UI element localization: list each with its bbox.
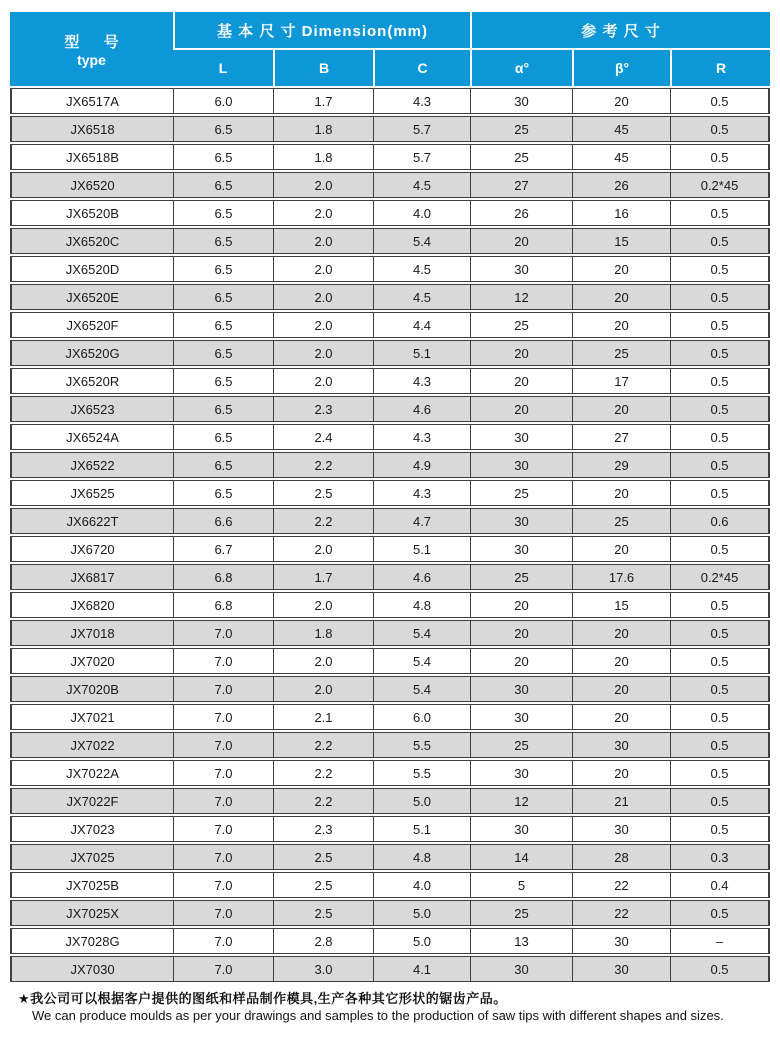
value-cell-c: 4.6 — [373, 564, 470, 590]
value-cell-b: 2.1 — [273, 704, 373, 730]
value-cell-b: 1.7 — [273, 88, 373, 114]
table-row — [10, 704, 770, 730]
value-cell-alpha: 30 — [470, 256, 572, 282]
value-cell-b: 2.0 — [273, 284, 373, 310]
model-cell: JX6523 — [10, 396, 173, 422]
value-cell-l: 6.8 — [173, 592, 273, 618]
value-cell-beta: 30 — [572, 928, 670, 954]
value-cell-beta: 45 — [572, 144, 670, 170]
value-cell-alpha: 14 — [470, 844, 572, 870]
table-row — [10, 424, 770, 450]
value-cell-r: 0.5 — [670, 620, 770, 646]
value-cell-c: 5.4 — [373, 228, 470, 254]
value-cell-c: 5.5 — [373, 760, 470, 786]
model-cell: JX6520 — [10, 172, 173, 198]
value-cell-beta: 17 — [572, 368, 670, 394]
value-cell-alpha: 30 — [470, 536, 572, 562]
col-header-l: L — [173, 50, 273, 86]
value-cell-l: 6.5 — [173, 200, 273, 226]
value-cell-r: 0.5 — [670, 704, 770, 730]
value-cell-r: 0.4 — [670, 872, 770, 898]
table-row — [10, 200, 770, 226]
value-cell-b: 2.0 — [273, 228, 373, 254]
value-cell-c: 5.1 — [373, 816, 470, 842]
value-cell-alpha: 12 — [470, 284, 572, 310]
col-header-r: R — [670, 50, 770, 86]
value-cell-beta: 29 — [572, 452, 670, 478]
value-cell-beta: 22 — [572, 900, 670, 926]
value-cell-l: 6.5 — [173, 144, 273, 170]
table-row — [10, 648, 770, 674]
value-cell-b: 1.8 — [273, 116, 373, 142]
value-cell-c: 5.4 — [373, 676, 470, 702]
table-row — [10, 284, 770, 310]
value-cell-beta: 27 — [572, 424, 670, 450]
table-row — [10, 228, 770, 254]
value-cell-r: 0.5 — [670, 368, 770, 394]
footer-note — [18, 988, 768, 1023]
value-cell-b: 2.3 — [273, 816, 373, 842]
value-cell-r: 0.5 — [670, 452, 770, 478]
value-cell-c: 5.4 — [373, 620, 470, 646]
value-cell-b: 2.3 — [273, 396, 373, 422]
value-cell-c: 5.0 — [373, 900, 470, 926]
type-label-en: type — [77, 51, 106, 68]
type-label-cn: 型 号 — [64, 33, 129, 51]
value-cell-alpha: 20 — [470, 620, 572, 646]
value-cell-c: 4.8 — [373, 844, 470, 870]
value-cell-b: 2.2 — [273, 732, 373, 758]
value-cell-c: 5.0 — [373, 788, 470, 814]
model-cell: JX6520R — [10, 368, 173, 394]
value-cell-l: 7.0 — [173, 872, 273, 898]
value-cell-beta: 28 — [572, 844, 670, 870]
value-cell-l: 6.5 — [173, 256, 273, 282]
model-cell: JX7025B — [10, 872, 173, 898]
model-cell: JX6520D — [10, 256, 173, 282]
value-cell-b: 2.0 — [273, 676, 373, 702]
value-cell-beta: 21 — [572, 788, 670, 814]
value-cell-b: 2.0 — [273, 536, 373, 562]
table-row — [10, 844, 770, 870]
table-row — [10, 900, 770, 926]
value-cell-beta: 20 — [572, 648, 670, 674]
value-cell-b: 2.0 — [273, 368, 373, 394]
table-row — [10, 368, 770, 394]
value-cell-alpha: 20 — [470, 340, 572, 366]
value-cell-beta: 25 — [572, 508, 670, 534]
model-cell: JX6622T — [10, 508, 173, 534]
model-cell: JX6517A — [10, 88, 173, 114]
col-header-beta: β° — [572, 50, 670, 86]
value-cell-alpha: 25 — [470, 732, 572, 758]
table-row — [10, 340, 770, 366]
value-cell-beta: 20 — [572, 676, 670, 702]
value-cell-b: 2.5 — [273, 844, 373, 870]
value-cell-beta: 45 — [572, 116, 670, 142]
model-cell: JX6520C — [10, 228, 173, 254]
footer-note-en: We can produce moulds as per your drawings and samples to the production of saw tips with different shapes and sizes. — [32, 1008, 724, 1023]
model-cell: JX7022A — [10, 760, 173, 786]
value-cell-r: 0.2*45 — [670, 564, 770, 590]
value-cell-r: 0.5 — [670, 396, 770, 422]
col-header-type — [10, 12, 173, 86]
value-cell-b: 1.8 — [273, 144, 373, 170]
value-cell-c: 4.5 — [373, 284, 470, 310]
value-cell-r: 0.5 — [670, 592, 770, 618]
col-header-b: B — [273, 50, 373, 86]
model-cell: JX7022F — [10, 788, 173, 814]
value-cell-l: 7.0 — [173, 844, 273, 870]
value-cell-l: 7.0 — [173, 788, 273, 814]
value-cell-c: 4.9 — [373, 452, 470, 478]
table-row — [10, 956, 770, 982]
model-cell: JX6525 — [10, 480, 173, 506]
value-cell-b: 2.0 — [273, 648, 373, 674]
value-cell-b: 2.0 — [273, 592, 373, 618]
value-cell-c: 4.5 — [373, 256, 470, 282]
model-cell: JX7023 — [10, 816, 173, 842]
table-row — [10, 928, 770, 954]
model-cell: JX7025 — [10, 844, 173, 870]
table-row — [10, 564, 770, 590]
value-cell-l: 7.0 — [173, 676, 273, 702]
value-cell-c: 5.7 — [373, 116, 470, 142]
value-cell-b: 2.5 — [273, 900, 373, 926]
model-cell: JX7025X — [10, 900, 173, 926]
value-cell-r: 0.2*45 — [670, 172, 770, 198]
value-cell-c: 4.0 — [373, 200, 470, 226]
value-cell-l: 6.7 — [173, 536, 273, 562]
value-cell-r: 0.3 — [670, 844, 770, 870]
model-cell: JX6520G — [10, 340, 173, 366]
value-cell-alpha: 30 — [470, 452, 572, 478]
table-row — [10, 760, 770, 786]
value-cell-b: 2.0 — [273, 312, 373, 338]
model-cell: JX7022 — [10, 732, 173, 758]
model-cell: JX7018 — [10, 620, 173, 646]
table-header — [10, 12, 770, 86]
model-cell: JX7028G — [10, 928, 173, 954]
value-cell-b: 2.0 — [273, 172, 373, 198]
value-cell-beta: 20 — [572, 256, 670, 282]
value-cell-alpha: 13 — [470, 928, 572, 954]
value-cell-alpha: 26 — [470, 200, 572, 226]
table-row — [10, 508, 770, 534]
value-cell-r: 0.5 — [670, 676, 770, 702]
value-cell-r: – — [670, 928, 770, 954]
value-cell-r: 0.5 — [670, 424, 770, 450]
model-cell: JX6518 — [10, 116, 173, 142]
value-cell-l: 7.0 — [173, 732, 273, 758]
value-cell-alpha: 20 — [470, 396, 572, 422]
value-cell-r: 0.5 — [670, 788, 770, 814]
value-cell-c: 4.7 — [373, 508, 470, 534]
value-cell-r: 0.5 — [670, 256, 770, 282]
model-cell: JX6520F — [10, 312, 173, 338]
table-row — [10, 312, 770, 338]
value-cell-l: 6.5 — [173, 284, 273, 310]
value-cell-b: 2.8 — [273, 928, 373, 954]
value-cell-l: 6.5 — [173, 312, 273, 338]
value-cell-l: 6.5 — [173, 340, 273, 366]
value-cell-l: 6.5 — [173, 480, 273, 506]
value-cell-c: 4.3 — [373, 480, 470, 506]
value-cell-c: 5.1 — [373, 536, 470, 562]
table-row — [10, 732, 770, 758]
table-row — [10, 480, 770, 506]
table-row — [10, 676, 770, 702]
value-cell-c: 4.1 — [373, 956, 470, 982]
value-cell-alpha: 30 — [470, 956, 572, 982]
value-cell-beta: 22 — [572, 872, 670, 898]
value-cell-b: 3.0 — [273, 956, 373, 982]
value-cell-beta: 25 — [572, 340, 670, 366]
value-cell-l: 6.0 — [173, 88, 273, 114]
value-cell-alpha: 30 — [470, 88, 572, 114]
col-header-alpha: α° — [470, 50, 572, 86]
value-cell-beta: 17.6 — [572, 564, 670, 590]
value-cell-l: 7.0 — [173, 928, 273, 954]
value-cell-b: 2.0 — [273, 340, 373, 366]
value-cell-c: 4.3 — [373, 88, 470, 114]
value-cell-r: 0.5 — [670, 228, 770, 254]
value-cell-r: 0.5 — [670, 200, 770, 226]
value-cell-beta: 30 — [572, 956, 670, 982]
value-cell-beta: 20 — [572, 620, 670, 646]
value-cell-c: 4.5 — [373, 172, 470, 198]
value-cell-c: 5.0 — [373, 928, 470, 954]
table-row — [10, 452, 770, 478]
value-cell-beta: 30 — [572, 732, 670, 758]
value-cell-c: 5.5 — [373, 732, 470, 758]
value-cell-l: 7.0 — [173, 648, 273, 674]
value-cell-r: 0.5 — [670, 816, 770, 842]
value-cell-l: 7.0 — [173, 900, 273, 926]
value-cell-r: 0.5 — [670, 732, 770, 758]
table-row — [10, 88, 770, 114]
value-cell-c: 4.3 — [373, 368, 470, 394]
value-cell-l: 6.8 — [173, 564, 273, 590]
value-cell-l: 7.0 — [173, 620, 273, 646]
model-cell: JX6720 — [10, 536, 173, 562]
value-cell-alpha: 30 — [470, 816, 572, 842]
value-cell-r: 0.5 — [670, 648, 770, 674]
value-cell-beta: 15 — [572, 228, 670, 254]
value-cell-c: 4.3 — [373, 424, 470, 450]
value-cell-alpha: 20 — [470, 592, 572, 618]
value-cell-l: 7.0 — [173, 760, 273, 786]
value-cell-r: 0.6 — [670, 508, 770, 534]
footer-note-cn: ★我公司可以根据客户提供的图纸和样品制作模具,生产各种其它形状的锯齿产品。 — [18, 991, 507, 1006]
group-header-reference: 参 考 尺 寸 — [470, 12, 770, 48]
value-cell-l: 6.5 — [173, 228, 273, 254]
value-cell-b: 1.7 — [273, 564, 373, 590]
model-cell: JX6520B — [10, 200, 173, 226]
value-cell-alpha: 30 — [470, 760, 572, 786]
model-cell: JX6817 — [10, 564, 173, 590]
table-body — [10, 88, 770, 982]
value-cell-b: 2.5 — [273, 872, 373, 898]
value-cell-l: 6.5 — [173, 452, 273, 478]
value-cell-l: 6.6 — [173, 508, 273, 534]
model-cell: JX6524A — [10, 424, 173, 450]
value-cell-r: 0.5 — [670, 900, 770, 926]
group-header-dimension: 基 本 尺 寸 Dimension(mm) — [173, 12, 470, 48]
value-cell-b: 2.2 — [273, 760, 373, 786]
value-cell-c: 4.0 — [373, 872, 470, 898]
value-cell-l: 7.0 — [173, 816, 273, 842]
table-row — [10, 872, 770, 898]
table-row — [10, 144, 770, 170]
value-cell-c: 4.8 — [373, 592, 470, 618]
value-cell-b: 1.8 — [273, 620, 373, 646]
table-row — [10, 256, 770, 282]
value-cell-r: 0.5 — [670, 312, 770, 338]
value-cell-b: 2.2 — [273, 508, 373, 534]
value-cell-beta: 20 — [572, 704, 670, 730]
value-cell-alpha: 5 — [470, 872, 572, 898]
value-cell-alpha: 25 — [470, 480, 572, 506]
value-cell-b: 2.0 — [273, 256, 373, 282]
value-cell-alpha: 20 — [470, 368, 572, 394]
value-cell-beta: 20 — [572, 284, 670, 310]
model-cell: JX7020B — [10, 676, 173, 702]
table-row — [10, 816, 770, 842]
table-row — [10, 172, 770, 198]
value-cell-r: 0.5 — [670, 284, 770, 310]
value-cell-r: 0.5 — [670, 340, 770, 366]
value-cell-c: 5.1 — [373, 340, 470, 366]
value-cell-r: 0.5 — [670, 480, 770, 506]
model-cell: JX6522 — [10, 452, 173, 478]
value-cell-alpha: 30 — [470, 508, 572, 534]
saw-tip-spec-table — [10, 10, 770, 984]
value-cell-c: 4.4 — [373, 312, 470, 338]
spec-table-wrap — [10, 10, 770, 984]
value-cell-c: 4.6 — [373, 396, 470, 422]
value-cell-alpha: 30 — [470, 676, 572, 702]
value-cell-alpha: 27 — [470, 172, 572, 198]
value-cell-c: 5.7 — [373, 144, 470, 170]
value-cell-l: 6.5 — [173, 424, 273, 450]
value-cell-alpha: 25 — [470, 116, 572, 142]
table-row — [10, 536, 770, 562]
value-cell-alpha: 25 — [470, 564, 572, 590]
value-cell-c: 5.4 — [373, 648, 470, 674]
value-cell-alpha: 20 — [470, 228, 572, 254]
value-cell-b: 2.0 — [273, 200, 373, 226]
value-cell-beta: 20 — [572, 760, 670, 786]
value-cell-r: 0.5 — [670, 116, 770, 142]
model-cell: JX7020 — [10, 648, 173, 674]
value-cell-beta: 15 — [572, 592, 670, 618]
value-cell-beta: 26 — [572, 172, 670, 198]
value-cell-alpha: 25 — [470, 312, 572, 338]
model-cell: JX7030 — [10, 956, 173, 982]
value-cell-r: 0.5 — [670, 88, 770, 114]
value-cell-beta: 20 — [572, 536, 670, 562]
value-cell-alpha: 25 — [470, 900, 572, 926]
value-cell-r: 0.5 — [670, 760, 770, 786]
value-cell-alpha: 20 — [470, 648, 572, 674]
value-cell-l: 6.5 — [173, 172, 273, 198]
table-row — [10, 620, 770, 646]
value-cell-l: 6.5 — [173, 396, 273, 422]
model-cell: JX6820 — [10, 592, 173, 618]
value-cell-b: 2.4 — [273, 424, 373, 450]
value-cell-l: 7.0 — [173, 704, 273, 730]
table-row — [10, 116, 770, 142]
model-cell: JX6520E — [10, 284, 173, 310]
value-cell-beta: 30 — [572, 816, 670, 842]
value-cell-l: 7.0 — [173, 956, 273, 982]
model-cell: JX6518B — [10, 144, 173, 170]
value-cell-beta: 16 — [572, 200, 670, 226]
value-cell-alpha: 30 — [470, 704, 572, 730]
value-cell-beta: 20 — [572, 88, 670, 114]
value-cell-b: 2.5 — [273, 480, 373, 506]
value-cell-beta: 20 — [572, 480, 670, 506]
table-row — [10, 592, 770, 618]
value-cell-alpha: 30 — [470, 424, 572, 450]
model-cell: JX7021 — [10, 704, 173, 730]
value-cell-b: 2.2 — [273, 452, 373, 478]
value-cell-r: 0.5 — [670, 536, 770, 562]
value-cell-r: 0.5 — [670, 956, 770, 982]
value-cell-beta: 20 — [572, 312, 670, 338]
value-cell-alpha: 12 — [470, 788, 572, 814]
value-cell-alpha: 25 — [470, 144, 572, 170]
col-header-c: C — [373, 50, 470, 86]
table-row — [10, 396, 770, 422]
value-cell-beta: 20 — [572, 396, 670, 422]
value-cell-c: 6.0 — [373, 704, 470, 730]
table-row — [10, 788, 770, 814]
value-cell-l: 6.5 — [173, 116, 273, 142]
value-cell-r: 0.5 — [670, 144, 770, 170]
value-cell-l: 6.5 — [173, 368, 273, 394]
value-cell-b: 2.2 — [273, 788, 373, 814]
